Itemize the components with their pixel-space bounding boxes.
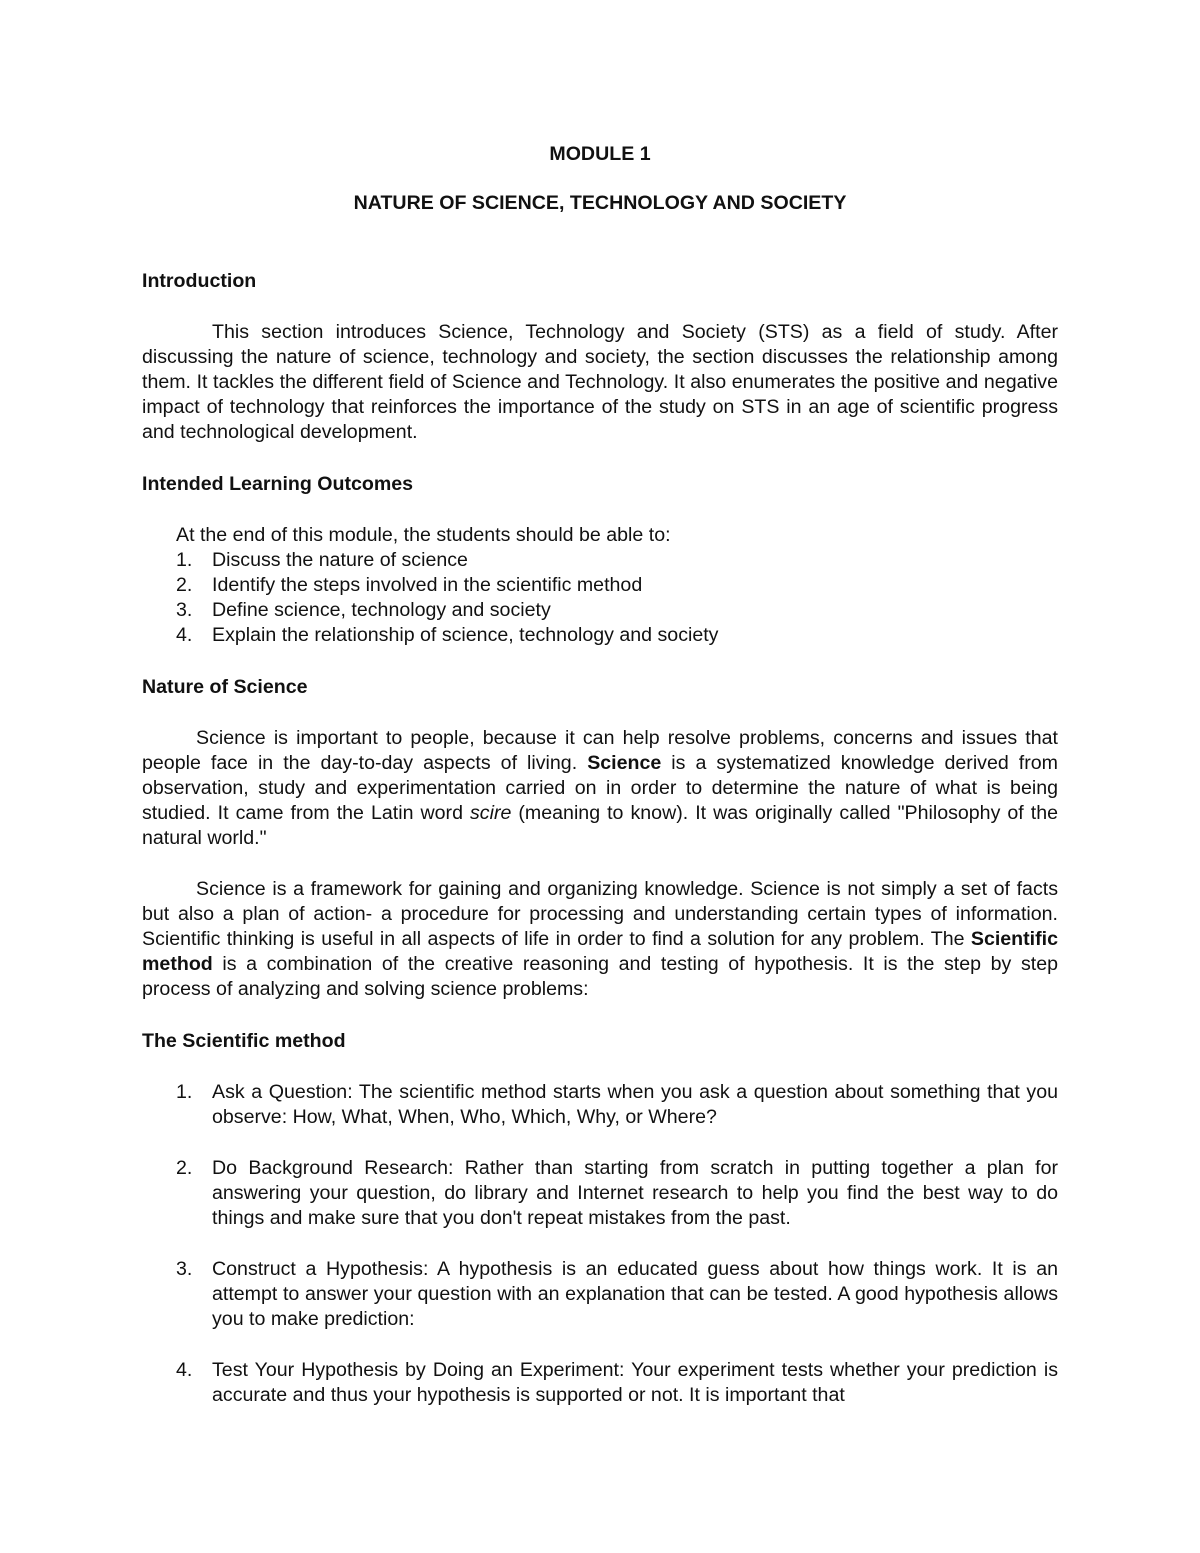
- list-item-text: Test Your Hypothesis by Doing an Experiment: Your experiment tests whether your prediction is accurate and thus your hypothesis is supported or not. It is important that: [212, 1359, 1058, 1406]
- italic-term-scire: scire: [470, 802, 512, 824]
- nature-of-science-paragraph-1: [142, 726, 1058, 851]
- list-number: 4.: [176, 1359, 193, 1381]
- list-number: 3.: [176, 1258, 193, 1280]
- scientific-method-heading: The Scientific method: [142, 1030, 346, 1052]
- list-item: [142, 1156, 1058, 1231]
- introduction-heading: Introduction: [142, 270, 257, 292]
- text-run: Science is a framework for gaining and organizing knowledge. Science is not simply a set of facts but also a plan of action- a procedure for processing and understanding certain types of information. Scientific thinking is useful in all aspects of life in order to find a solution for any problem. The: [142, 878, 1058, 950]
- list-item-text: Identify the steps involved in the scientific method: [212, 574, 643, 596]
- page-content: [142, 142, 1058, 1434]
- list-item-text: Ask a Question: The scientific method starts when you ask a question about something that you observe: How, What, When, Who, Which, Why, or Where?: [212, 1081, 1058, 1128]
- list-item: [142, 1358, 1058, 1408]
- list-item-text: Do Background Research: Rather than starting from scratch in putting together a plan for answering your question, do library and Internet research to help you find the best way to do things and make sure that you don't repeat mistakes from the past.: [212, 1157, 1058, 1229]
- list-number: 1.: [176, 549, 193, 571]
- list-item: [142, 1257, 1058, 1332]
- list-number: 1.: [176, 1081, 193, 1103]
- list-number: 4.: [176, 624, 193, 646]
- list-item: [142, 573, 1058, 598]
- scientific-method-steps: [142, 1080, 1058, 1408]
- list-item-text: Explain the relationship of science, technology and society: [212, 624, 719, 646]
- list-item: [142, 548, 1058, 573]
- nature-of-science-heading: Nature of Science: [142, 676, 308, 698]
- introduction-paragraph: This section introduces Science, Technology and Society (STS) as a field of study. After discussing the nature of science, technology and society, the section discusses the relationship among them. It tackles the different field of Science and Technology. It also enumerates the positive and negative impact of technology that reinforces the importance of the study on STS in an age of scientific progress and technological development.: [142, 321, 1058, 443]
- list-item-text: Define science, technology and society: [212, 599, 551, 621]
- list-item-text: Discuss the nature of science: [212, 549, 468, 571]
- module-subtitle: NATURE OF SCIENCE, TECHNOLOGY AND SOCIETY: [353, 192, 847, 214]
- module-title: MODULE 1: [549, 143, 651, 165]
- list-item: [142, 598, 1058, 623]
- list-number: 2.: [176, 574, 193, 596]
- text-run: is a systematized knowledge derived from observation, study and experimentation carried on in order to determine the nature of what is being studied. It came from the Latin word: [142, 752, 1058, 824]
- nature-of-science-paragraph-2: [142, 877, 1058, 1002]
- bold-term-science: Science: [587, 752, 662, 774]
- list-item: [142, 623, 1058, 648]
- list-number: 3.: [176, 599, 193, 621]
- learning-outcomes-lead: At the end of this module, the students should be able to:: [176, 524, 671, 546]
- learning-outcomes-heading: Intended Learning Outcomes: [142, 473, 414, 495]
- list-number: 2.: [176, 1157, 193, 1179]
- text-run: (meaning to know). It was originally called "Philosophy of the natural world.": [142, 802, 1059, 849]
- list-item-text: Construct a Hypothesis: A hypothesis is an educated guess about how things work. It is an attempt to answer your question with an explanation that can be tested. A good hypothesis allows you to make prediction:: [212, 1258, 1058, 1330]
- text-run: is a combination of the creative reasoning and testing of hypothesis. It is the step by step process of analyzing and solving science problems:: [142, 953, 1058, 1000]
- list-item: [142, 1080, 1058, 1130]
- bold-term-scientific-method: Scientific method: [142, 928, 1058, 975]
- text-run: Science is important to people, because it can help resolve problems, concerns and issues that people face in the day-to-day aspects of living.: [142, 727, 1058, 774]
- learning-outcomes-list: [142, 548, 1058, 648]
